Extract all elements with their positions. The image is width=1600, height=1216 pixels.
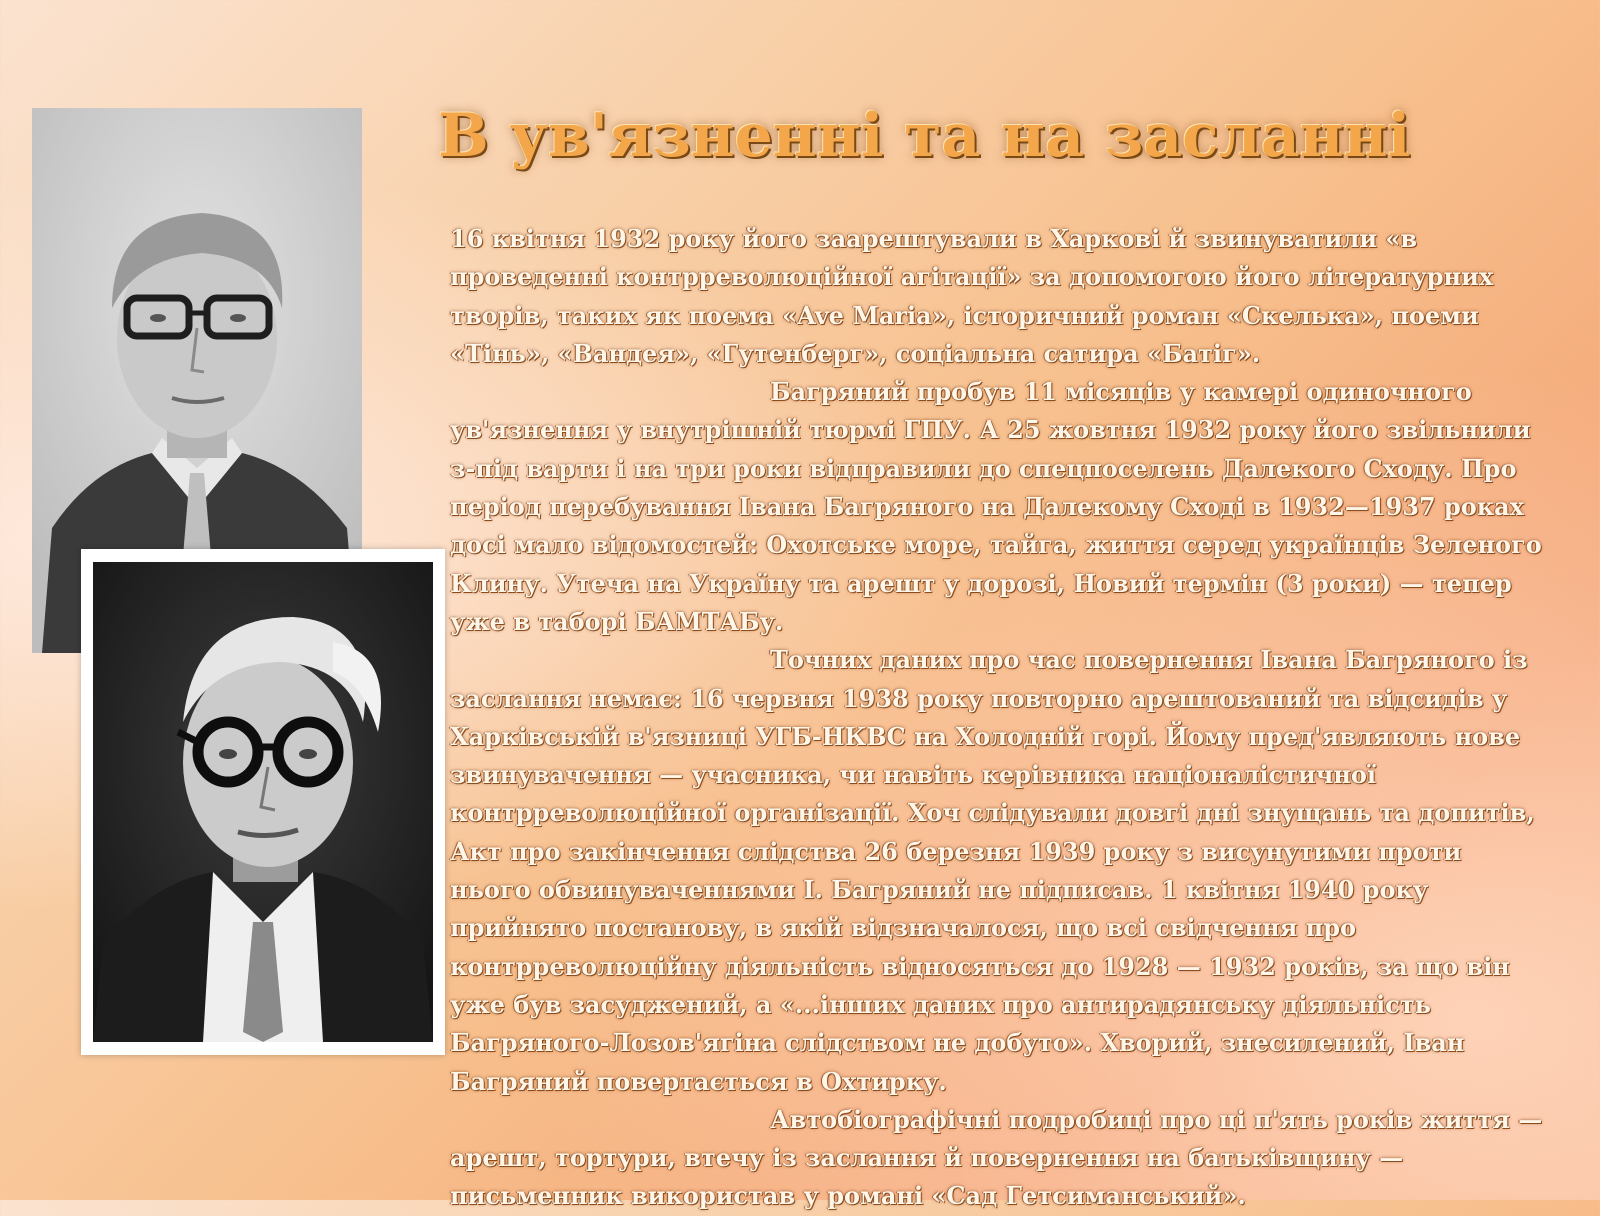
body-text — [450, 220, 1550, 1216]
paragraph-arrest: 16 квітня 1932 року його заарештували в Харкові й звинуватили «в проведенні контрреволюційної агітації» за допомогою його літературних творів, таких як поема «Ave Maria», історичний роман «Скелька», поеми «Тінь», «Вандея», «Гутенберг», соціальна сатира «Батіг». — [450, 224, 1494, 368]
paragraph-novel: Автобіографічні подробиці про ці п'ять років життя — арешт, тортури, втечу із заслання й повернення на батьківщину — письменник використав у романі «Сад Гетсиманський». — [450, 1104, 1543, 1211]
portrait-photo-bottom — [93, 562, 433, 1042]
portrait-photo-icon — [93, 562, 433, 1042]
portrait-photo-bottom-frame — [81, 549, 445, 1055]
paragraph-far-east: Багряний пробув 11 місяців у камері одиночного ув'язнення у внутрішній тюрмі ГПУ. А 25 жовтня 1932 року його звільнили з-під варти і на три роки відправили до спецпоселень Далекого Сходу. Про період перебування Івана Багряного на Далекому Сході в 1932—1937 роках досі мало відомостей: Охотське море, тайга, життя серед українців Зеленого Клину. Утеча на Україну та арешт у дорозі, Новий термін (3 роки) — тепер уже в таборі БАМТАБу. — [450, 377, 1542, 636]
slide-title: В ув'язненні та на засланні — [438, 101, 1411, 171]
paragraph-rearrest: Точних даних про час повернення Івана Багряного із заслання немає: 16 червня 1938 року повторно арештований та відсидів у Харківській в'язниці УГБ-НКВС на Холодній горі. Йому пред'являють нове звинувачення — учасника, чи навіть керівника націоналістичної контрреволюційної організації. Хоч слідували довгі дні знущань та допитів, Акт про закінчення слідства 26 березня 1939 року з висунутими проти нього обвинуваченнями І. Багряний не підписав. 1 квітня 1940 року прийнято постанову, в якій відзначалося, що всі свідчення про контрреволюційну діяльність відносяться до 1928 — 1932 років, за що він уже був засуджений, а «...інших даних про антирадянську діяльність Багряного-Лозов'ягіна слідством не добуто». Хворий, знесилений, Іван Багряний повертається в Охтирку. — [450, 645, 1535, 1096]
